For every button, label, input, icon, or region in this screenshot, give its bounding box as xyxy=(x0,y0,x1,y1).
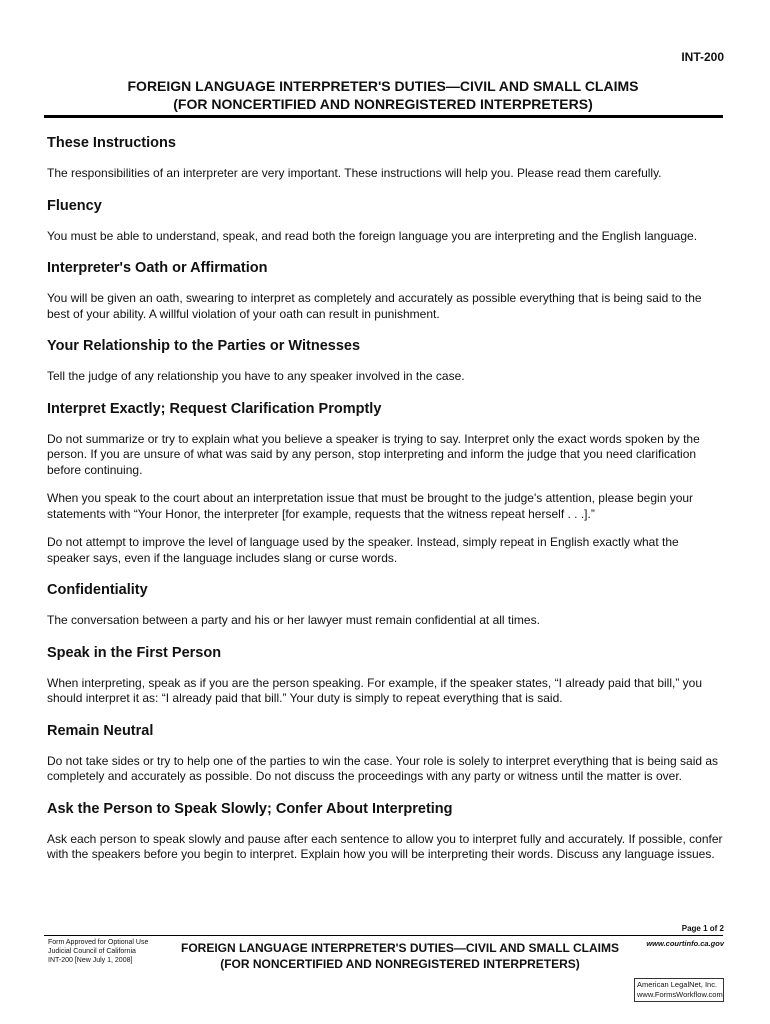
section-fluency xyxy=(47,197,723,245)
title-line-2: (FOR NONCERTIFIED AND NONREGISTERED INTERPRETERS) xyxy=(173,96,593,112)
section-heading: Remain Neutral xyxy=(47,722,154,739)
form-title xyxy=(44,77,722,113)
court-url: www.courtinfo.ca.gov xyxy=(646,939,724,948)
section-heading: Interpret Exactly; Request Clarification Promptly xyxy=(47,400,382,417)
section-heading: Your Relationship to the Parties or Witnesses xyxy=(47,338,361,354)
publisher-stamp xyxy=(634,978,724,1002)
section-heading: Interpreter's Oath or Affirmation xyxy=(47,260,268,276)
section-paragraph: When interpreting, speak as if you are the person speaking. For example, if the speaker states, “I already paid that bill,” you should interpret it as: “I already paid that bill.” Your duty is simply to repeat everything that is said. xyxy=(47,675,703,705)
section-paragraph: You must be able to understand, speak, and read both the foreign language you are interpreting and the English language. xyxy=(47,228,698,243)
stamp-line: www.FormsWorkflow.com xyxy=(637,990,723,999)
section-paragraph: Do not summarize or try to explain what you believe a speaker is trying to say. Interpret only the exact words spoken by the person. If you are unsure of what was said by any person, stop interpreting and inform the judge that you need clarification before continuing. xyxy=(47,431,700,477)
section-interpret-exactly xyxy=(47,400,723,567)
section-heading: Speak in the First Person xyxy=(47,644,222,661)
section-oath xyxy=(47,259,723,322)
header-rule xyxy=(44,115,723,118)
section-confidentiality xyxy=(47,581,723,629)
section-paragraph: The conversation between a party and his or her lawyer must remain confidential at all times. xyxy=(47,613,540,627)
section-heading: Confidentiality xyxy=(47,582,148,598)
section-heading: Fluency xyxy=(47,197,102,214)
section-these-instructions xyxy=(47,134,723,182)
footer-title xyxy=(160,940,640,972)
approval-line: Form Approved for Optional Use xyxy=(48,939,149,946)
section-paragraph: Do not attempt to improve the level of language used by the speaker. Instead, simply repeat in English exactly what the speaker says, even if the language includes slang or curse words. xyxy=(47,535,679,565)
stamp-line: American LegalNet, Inc. xyxy=(637,980,718,989)
section-paragraph: Ask each person to speak slowly and pause after each sentence to allow you to interpret fully and accurately. If possible, confer with the speakers before you begin to interpret. Explain how you will be interpreting their words. Discuss any language issues. xyxy=(47,831,723,861)
section-paragraph: The responsibilities of an interpreter are very important. These instructions will help you. Please read them carefully. xyxy=(47,166,662,180)
section-paragraph: Tell the judge of any relationship you have to any speaker involved in the case. xyxy=(47,369,465,383)
section-remain-neutral xyxy=(47,722,723,785)
section-paragraph: Do not take sides or try to help one of the parties to win the case. Your role is solely to interpret everything that is being said as completely and accurately as possible. Do not discuss the proceedings with any party or witness until the matter is over. xyxy=(47,753,719,783)
approval-line: Judicial Council of California xyxy=(48,948,136,955)
page-number: Page 1 of 2 xyxy=(681,924,724,933)
section-first-person xyxy=(47,644,723,707)
title-line-1: FOREIGN LANGUAGE INTERPRETER'S DUTIES—CIVIL AND SMALL CLAIMS xyxy=(127,78,639,94)
section-paragraph: When you speak to the court about an interpretation issue that must be brought to the judge's attention, please begin your statements with “Your Honor, the interpreter [for example, requests that the witness repeat herself . . .].” xyxy=(47,491,694,521)
instructions-body xyxy=(47,134,723,878)
footer-rule xyxy=(44,935,723,936)
section-paragraph: You will be given an oath, swearing to interpret as completely and accurately as possible everything that is being said to the best of your ability. A willful violation of your oath can result in punishment. xyxy=(47,291,702,321)
form-approval xyxy=(48,938,148,965)
form-id: INT-200 xyxy=(681,50,724,64)
section-heading: Ask the Person to Speak Slowly; Confer About Interpreting xyxy=(47,800,453,817)
footer-title-line-2: (FOR NONCERTIFIED AND NONREGISTERED INTERPRETERS) xyxy=(220,957,580,971)
approval-line: INT-200 [New July 1, 2008] xyxy=(48,957,133,964)
section-speak-slowly xyxy=(47,800,723,863)
footer-title-line-1: FOREIGN LANGUAGE INTERPRETER'S DUTIES—CIVIL AND SMALL CLAIMS xyxy=(181,941,619,955)
section-relationship xyxy=(47,337,723,385)
section-heading: These Instructions xyxy=(47,135,176,151)
